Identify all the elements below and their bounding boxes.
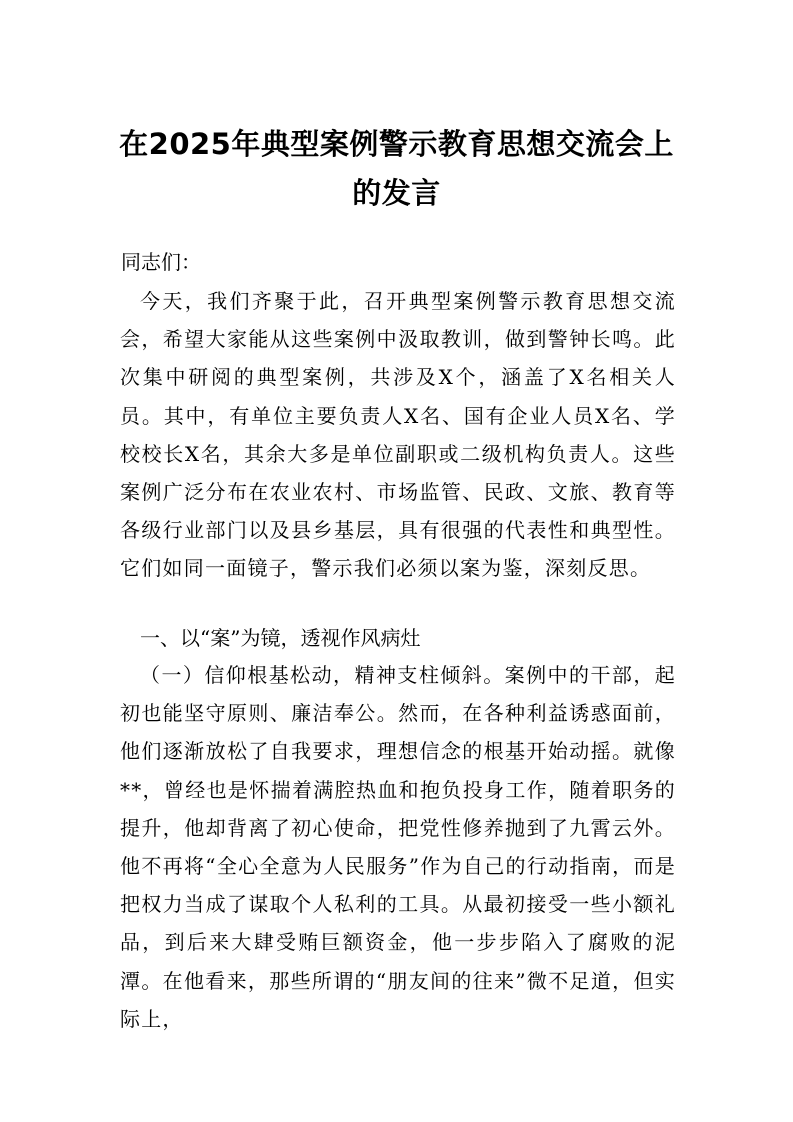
section-heading: 一、以“案”为镜，透视作风病灶 xyxy=(140,626,421,650)
section-paragraph: （一）信仰根基松动，精神支柱倾斜。案例中的干部，起初也能坚守原则、廉洁奉公。然而，在各种利益诱惑面前，他们逐渐放松了自我要求，理想信念的根基开始动摇。就像**，曾经也是怀揣着满腔热血和抱负投身工作，随着职务的提升，他却背离了初心使命，把党性修养抛到了九霄云外。他不再将“全心全意为人民服务”作为自己的行动指南，而是把权力当成了谋取个人私利的工具。从最初接受一些小额礼品，到后来大肆受贿巨额资金，他一步步陷入了腐败的泥潭。在他看来，那些所谓的“朋友间的往来”微不足道，但实际上， xyxy=(120,663,676,1031)
document-title-line-1: 在2025年典型案例警示教育思想交流会上 xyxy=(119,127,674,161)
document-title-line-2: 的发言 xyxy=(352,176,441,210)
salutation: 同志们： xyxy=(121,250,201,274)
intro-paragraph: 今天，我们齐聚于此，召开典型案例警示教育思想交流会，希望大家能从这些案例中汲取教训，做到警钟长鸣。此次集中研阅的典型案例，共涉及X个，涵盖了X名相关人员。其中，有单位主要负责人X名、国有企业人员X名、学校校长X名，其余大多是单位副职或二级机构负责人。这些案例广泛分布在农业农村、市场监管、民政、文旅、教育等各级行业部门以及县乡基层，具有很强的代表性和典型性。它们如同一面镜子，警示我们必须以案为鉴，深刻反思。 xyxy=(120,289,676,581)
